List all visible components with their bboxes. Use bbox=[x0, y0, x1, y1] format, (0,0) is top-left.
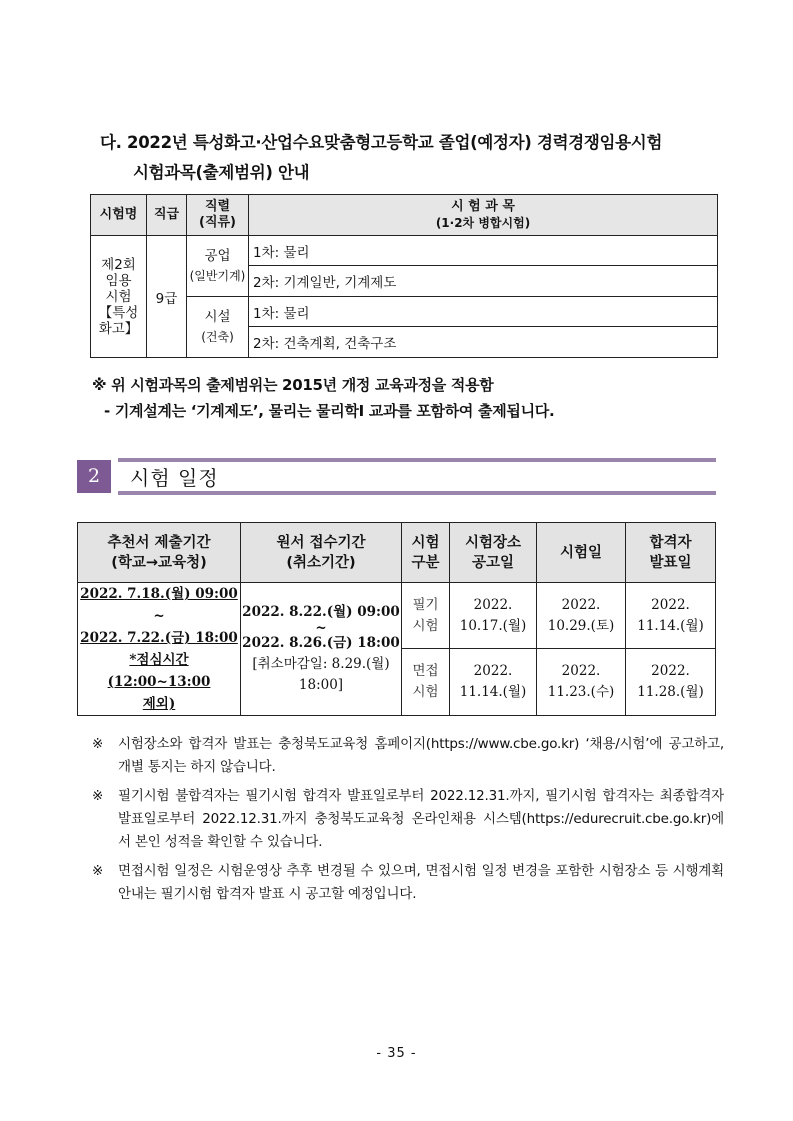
note-mark: ※ bbox=[92, 863, 104, 879]
exam-subjects-table bbox=[90, 194, 718, 358]
table-row bbox=[78, 583, 716, 649]
section-heading bbox=[100, 128, 740, 188]
grade-cell: 9급 bbox=[147, 236, 187, 358]
exam-date-cell: 2022. 10.29.(토) bbox=[537, 583, 626, 649]
exam-date-cell: 2022. 11.23.(수) bbox=[537, 649, 626, 716]
note-item bbox=[92, 860, 724, 906]
subject-cell: 2차: 건축계획, 건축구조 bbox=[249, 327, 718, 358]
page-number: - 35 - bbox=[376, 1046, 417, 1061]
subject-cell: 2차: 기계일반, 기계제도 bbox=[249, 266, 718, 297]
scope-notice-line-1: ※ 위 시험과목의 출제범위는 2015년 개정 교육과정을 적용함 bbox=[92, 376, 494, 394]
type-cell-industrial: 공업 (일반기계) bbox=[187, 236, 249, 297]
venue-date-cell: 2022. 11.14.(월) bbox=[450, 649, 537, 716]
note-text: 필기시험 불합격자는 필기시험 합격자 발표일로부터 2022.12.31.까지, 필기시험 합격자는 최종합격자 발표일로부터 2022.12.31.까지 충청북도교육청 온라인채용 시스템(https://edurecruit.cbe.go.kr)에서 본인 성적을 확인할 수 있습니다. bbox=[118, 788, 724, 850]
header-exam-kind: 시험 구분 bbox=[402, 523, 450, 583]
header-application-period: 원서 접수기간 (취소기간) bbox=[241, 523, 402, 583]
scope-notice bbox=[92, 372, 732, 424]
scope-notice-line-2: - 기계설계는 ‘기계제도’, 물리는 물리학Ⅰ 교과를 포함하여 출제됩니다. bbox=[104, 402, 555, 420]
result-date-cell: 2022. 11.14.(월) bbox=[626, 583, 716, 649]
table-header-row bbox=[78, 523, 716, 583]
header-recommendation-period: 추천서 제출기간 (학교→교육청) bbox=[78, 523, 241, 583]
section-title: 시험 일정 bbox=[130, 466, 219, 490]
header-subjects: 시 험 과 목 (1·2차 병합시험) bbox=[249, 195, 718, 236]
exam-name-cell: 제2회 임용 시험 【특성 화고】 bbox=[91, 236, 147, 358]
subject-cell: 1차: 물리 bbox=[249, 236, 718, 266]
notes-list bbox=[92, 733, 724, 912]
section-divider-top bbox=[118, 458, 716, 462]
note-item bbox=[92, 733, 724, 779]
header-exam-name: 시험명 bbox=[91, 195, 147, 236]
header-exam-date: 시험일 bbox=[537, 523, 626, 583]
exam-kind-written: 필기 시험 bbox=[402, 583, 450, 649]
subject-cell: 1차: 물리 bbox=[249, 297, 718, 327]
type-cell-facility: 시설 (건축) bbox=[187, 297, 249, 358]
schedule-table bbox=[77, 522, 716, 716]
table-row bbox=[91, 236, 718, 266]
result-date-cell: 2022. 11.28.(월) bbox=[626, 649, 716, 716]
header-type: 직렬 (직류) bbox=[187, 195, 249, 236]
section-number-badge: 2 bbox=[77, 460, 111, 493]
note-item bbox=[92, 785, 724, 854]
note-text: 시험장소와 합격자 발표는 충청북도교육청 홈페이지(https://www.cbe.go.kr) ‘채용/시험’에 공고하고, 개별 통지는 하지 않습니다. bbox=[118, 736, 724, 775]
heading-line-1: 다. 2022년 특성화고·산업수요맞춤형고등학교 졸업(예정자) 경력경쟁임용시험 bbox=[100, 133, 663, 152]
venue-date-cell: 2022. 10.17.(월) bbox=[450, 583, 537, 649]
note-mark: ※ bbox=[92, 736, 104, 752]
header-grade: 직급 bbox=[147, 195, 187, 236]
table-header-row bbox=[91, 195, 718, 236]
note-mark: ※ bbox=[92, 788, 104, 804]
recommendation-period-cell: 2022. 7.18.(월) 09:00 ~ 2022. 7.22.(금) 18:00 *점심시간(12:00~13:00 제외) bbox=[78, 583, 241, 716]
heading-line-2: 시험과목(출제범위) 안내 bbox=[133, 163, 310, 182]
application-period-cell: 2022. 8.22.(월) 09:00 ~ 2022. 8.26.(금) 18:00 [취소마감일: 8.29.(월) 18:00] bbox=[241, 583, 402, 716]
note-text: 면접시험 일정은 시험운영상 추후 변경될 수 있으며, 면접시험 일정 변경을 포함한 시험장소 등 시행계획 안내는 필기시험 합격자 발표 시 공고할 예정입니다. bbox=[118, 863, 724, 902]
header-result-date: 합격자 발표일 bbox=[626, 523, 716, 583]
exam-kind-interview: 면접 시험 bbox=[402, 649, 450, 716]
header-venue-announcement: 시험장소 공고일 bbox=[450, 523, 537, 583]
